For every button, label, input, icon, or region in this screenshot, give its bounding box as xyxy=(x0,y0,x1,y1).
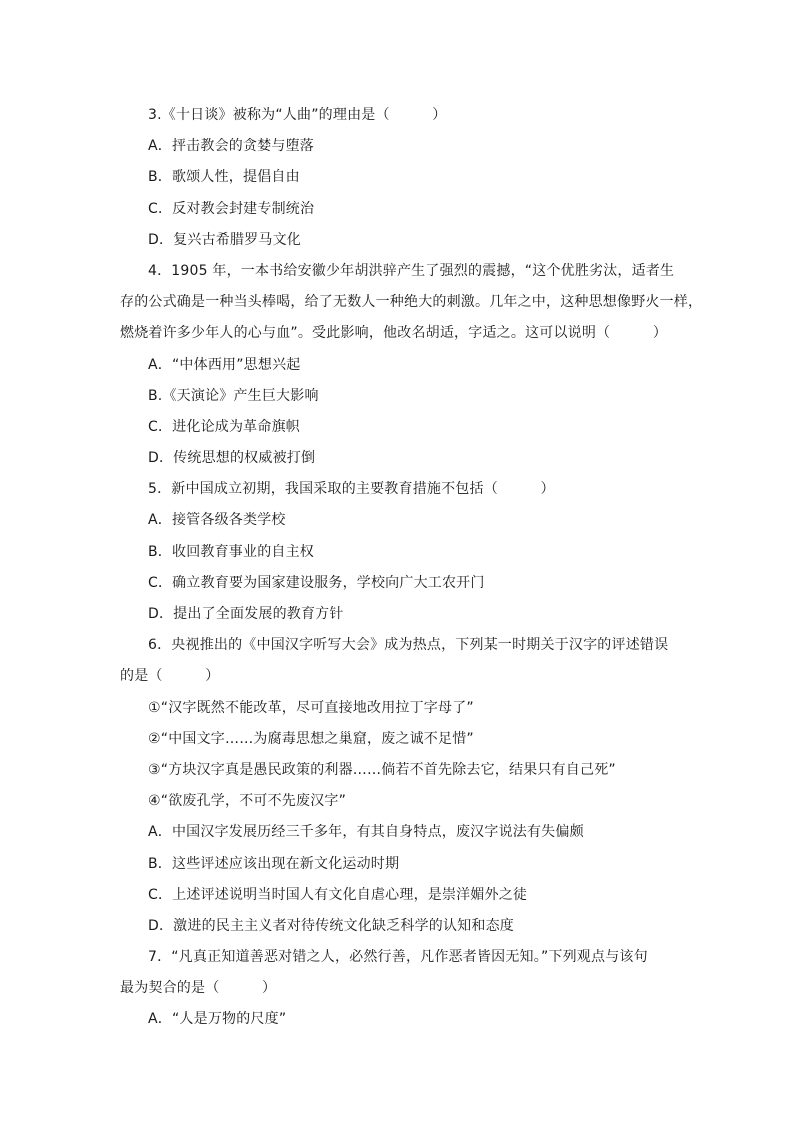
question-6-stem-line-1: 6．央视推出的《中国汉字听写大会》成为热点，下列某一时期关于汉字的评述错误 xyxy=(148,637,669,654)
question-4-option-d: D．传统思想的权威被打倒 xyxy=(148,450,316,467)
question-6-option-c: C．上述评述说明当时国人有文化自虐心理，是崇洋媚外之徒 xyxy=(148,886,528,903)
question-3-stem: 3.《十日谈》被称为“人曲”的理由是（ ） xyxy=(148,107,447,123)
question-5-option-b: B．收回教育事业的自主权 xyxy=(148,543,315,560)
question-7-option-a: A．“人是万物的尺度” xyxy=(148,1011,287,1028)
question-5-option-d: D．提出了全面发展的教育方针 xyxy=(148,606,344,622)
question-3-option-a: A．抨击教会的贪婪与堕落 xyxy=(148,138,314,155)
question-6-option-b: B．这些评述应该出现在新文化运动时期 xyxy=(148,855,400,872)
question-4-stem-line-3: 燃烧着许多少年人的心与血”。受此影响，他改名胡适，字适之。这可以说明（ ） xyxy=(120,325,668,342)
question-3-option-d: D．复兴古希腊罗马文化 xyxy=(148,231,301,248)
question-4-option-c: C．进化论成为革命旗帜 xyxy=(148,418,300,435)
question-7-stem-line-2: 最为契合的是（ ） xyxy=(120,980,277,997)
question-6-statement-4: ④“欲废孔学，不可不先废汉字” xyxy=(148,793,347,810)
question-5-stem: 5．新中国成立初期，我国采取的主要教育措施不包括（ ） xyxy=(148,481,555,498)
question-6-option-d: D．激进的民主主义者对待传统文化缺乏科学的认知和态度 xyxy=(148,917,514,934)
question-3-option-c: C．反对教会封建专制统治 xyxy=(148,200,315,217)
question-4-option-b: B.《天演论》产生巨大影响 xyxy=(148,387,319,404)
question-6-statement-1: ①“汉字既然不能改革，尽可直接地改用拉丁字母了” xyxy=(148,699,474,716)
question-7-stem-line-1: 7．“凡真正知道善恶对错之人，必然行善，凡作恶者皆因无知。”下列观点与该句 xyxy=(148,949,648,966)
question-6-option-a: A．中国汉字发展历经三千多年，有其自身特点，废汉字说法有失偏颇 xyxy=(148,824,584,841)
question-6-statement-3: ③“方块汉字真是愚民政策的利器……倘若不首先除去它，结果只有自己死” xyxy=(148,761,616,778)
question-6-statement-2: ②“中国文字……为腐毒思想之巢窟，废之诚不足惜” xyxy=(148,730,474,747)
question-4-option-a: A．“中体西用”思想兴起 xyxy=(148,356,301,373)
question-5-option-a: A．接管各级各类学校 xyxy=(148,512,286,529)
question-content xyxy=(120,100,703,1036)
question-4-stem-line-1: 4．1905 年，一本书给安徽少年胡洪骍产生了强烈的震撼，“这个优胜劣汰，适者生 xyxy=(148,262,675,279)
question-3-option-b: B．歌颂人性，提倡自由 xyxy=(148,169,300,186)
question-4-stem-line-2: 存的公式确是一种当头棒喝，给了无数人一种绝大的刺激。几年之中，这种思想像野火一样， xyxy=(120,294,703,311)
question-6-stem-line-2: 的是（ ） xyxy=(120,668,220,685)
question-5-option-c: C．确立教育要为国家建设服务，学校向广大工农开门 xyxy=(148,574,485,591)
